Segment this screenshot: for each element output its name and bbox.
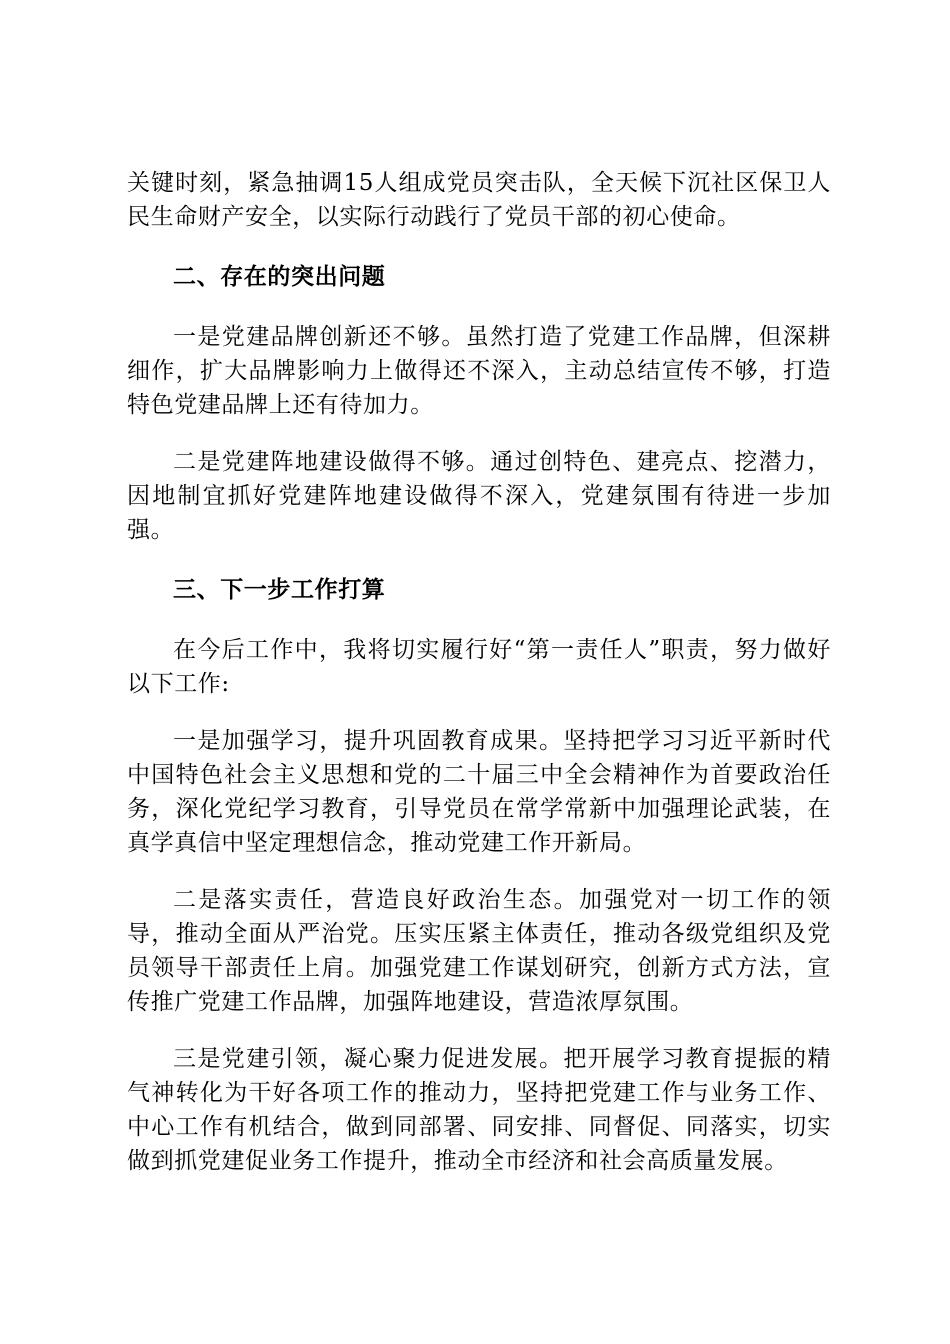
paragraph-intro-continuation: 关键时刻，紧急抽调15人组成党员突击队，全天候下沉社区保卫人民生命财产安全，以实际行动践行了党员干部的初心使命。 xyxy=(127,170,831,230)
paragraph-problem-2: 二是党建阵地建设做得不够。通过创特色、建亮点、挖潜力，因地制宜抓好党建阵地建设做得不深入，党建氛围有待进一步加强。 xyxy=(127,449,831,543)
section-heading-problems: 二、存在的突出问题 xyxy=(173,263,386,290)
paragraph-plan-3: 三是党建引领，凝心聚力促进发展。把开展学习教育提振的精气神转化为干好各项工作的推动力，坚持把党建工作与业务工作、中心工作有机结合，做到同部署、同安排、同督促、同落实，切实做到抓党建促业务工作提升，推动全市经济和社会高质量发展。 xyxy=(127,1046,831,1174)
paragraph-plan-intro: 在今后工作中，我将切实履行好“第一责任人”职责，努力做好以下工作: xyxy=(127,637,831,697)
paragraph-plan-1: 一是加强学习，提升巩固教育成果。坚持把学习习近平新时代中国特色社会主义思想和党的二十届三中全会精神作为首要政治任务，深化党纪学习教育，引导党员在常学常新中加强理论武装，在真学真信中坚定理想信念，推动党建工作开新局。 xyxy=(127,728,831,856)
paragraph-plan-2: 二是落实责任，营造良好政治生态。加强党对一切工作的领导，推动全面从严治党。压实压紧主体责任，推动各级党组织及党员领导干部责任上肩。加强党建工作谋划研究，创新方式方法，宣传推广党建工作品牌，加强阵地建设，营造浓厚氛围。 xyxy=(127,887,831,1015)
paragraph-problem-1: 一是党建品牌创新还不够。虽然打造了党建工作品牌，但深耕细作，扩大品牌影响力上做得还不深入，主动总结宣传不够，打造特色党建品牌上还有待加力。 xyxy=(127,324,831,418)
section-heading-next-steps: 三、下一步工作打算 xyxy=(173,576,386,603)
document-page xyxy=(127,166,831,1178)
